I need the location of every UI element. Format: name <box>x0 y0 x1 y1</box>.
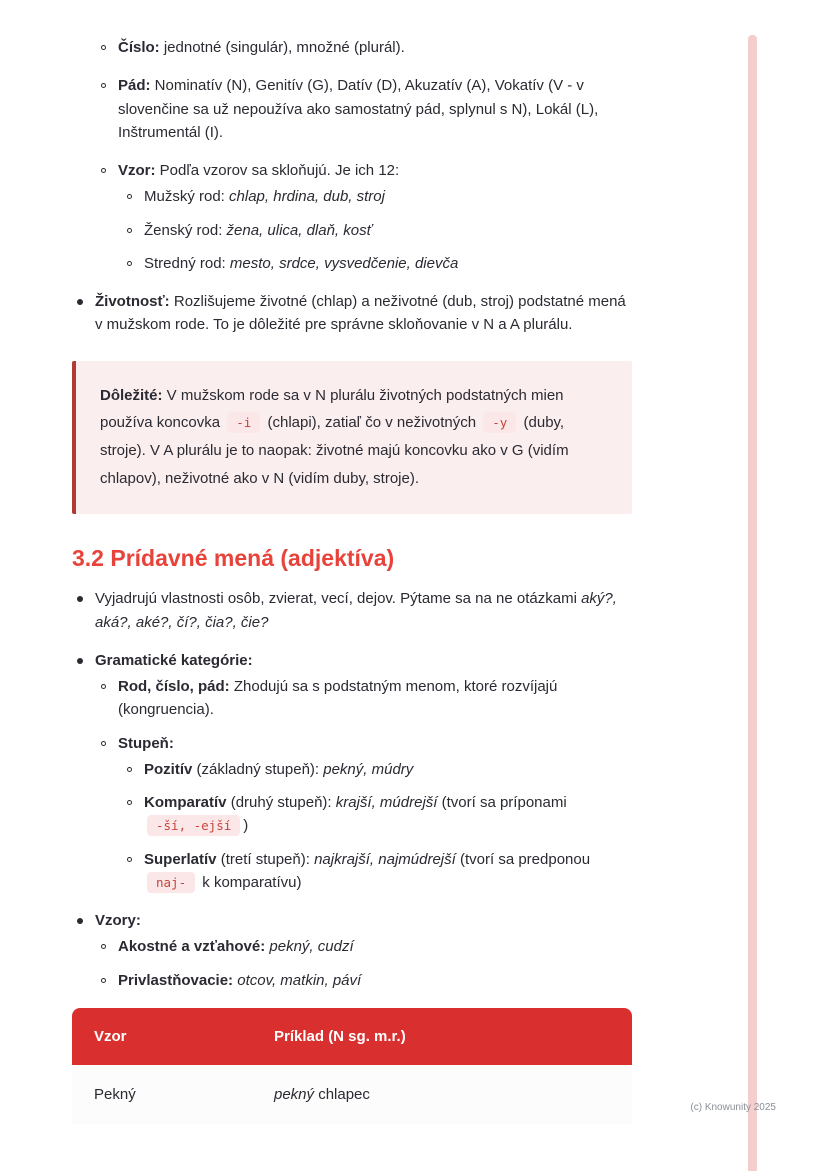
list-item-stredny-rod <box>72 252 632 275</box>
list-item-text: Ženský rod: žena, ulica, dlaň, kosť <box>144 221 372 239</box>
watermark: (c) Knowunity 2025 <box>690 1102 776 1113</box>
list-item-text: Rod, číslo, pád: Zhodujú sa s podstatným menom, ktoré rozvíjajú (kongruencia). <box>118 678 558 719</box>
list-item-text: Životnosť: Rozlišujeme životné (chlap) a neživotné (dub, stroj) podstatné mená v mužskom rode. To je dôležité pre správne skloňovanie v N a A plurálu. <box>95 293 626 334</box>
bullet-circle-icon <box>127 857 132 862</box>
list-item-text: Superlatív (tretí stupeň): najkrajší, najmúdrejší (tvorí sa predponou naj- k komparatívu) <box>144 850 591 891</box>
bullet-circle-icon <box>127 194 132 199</box>
bullet-circle-icon <box>101 741 106 746</box>
list-item-text: Akostné a vzťahové: pekný, cudzí <box>118 938 354 956</box>
table-header-priklad: Príklad (N sg. m.r.) <box>252 1008 632 1065</box>
vzor-table-body <box>72 1065 632 1124</box>
list-item-vzory <box>72 909 632 932</box>
bullet-circle-icon <box>101 944 106 949</box>
bullet-disc-icon <box>77 918 83 924</box>
list-item-text: Číslo: jednotné (singulár), množné (plurál). <box>118 39 405 56</box>
list-item-text: Vzor: Podľa vzorov sa skloňujú. Je ich 12: <box>118 162 400 179</box>
list-item-vyjadruju <box>72 587 632 634</box>
bullet-circle-icon <box>101 168 106 173</box>
table-row <box>72 1065 632 1124</box>
bullet-circle-icon <box>101 83 106 88</box>
content-column <box>72 36 632 1124</box>
list-item-superlativ <box>72 848 632 895</box>
list-item-zensky-rod <box>72 219 632 242</box>
callout-text: Dôležité: V mužskom rode sa v N plurálu životných podstatných mien používa koncovka -i (chlapi), zatiaľ čo v neživotných -y (duby, stroje). V A plurálu je to naopak: životné majú koncovku ako v G (vidím chlapov), neživotné ako v N (vidím duby, stroje). <box>100 386 569 487</box>
list-item-vzor <box>72 159 632 182</box>
table-header-row <box>72 1008 632 1065</box>
list-item-gramaticke-kategorie <box>72 649 632 672</box>
table-cell-priklad: pekný chlapec <box>252 1065 632 1124</box>
table-cell-vzor: Pekný <box>72 1065 252 1124</box>
list-item-text: Pád: Nominatív (N), Genitív (G), Datív (D), Akuzatív (A), Vokatív (V - v slovenčine sa už nepoužíva ako samostatný pád, splynul s N), Lokál (L), Inštrumentál (I). <box>118 77 599 141</box>
bullet-circle-icon <box>101 684 106 689</box>
vzor-table-header <box>72 1008 632 1065</box>
list-item-komparativ <box>72 791 632 838</box>
list-item-text: Pozitív (základný stupeň): pekný, múdry <box>144 760 414 778</box>
list-item-text: Stredný rod: mesto, srdce, vysvedčenie, dievča <box>144 254 459 272</box>
list-item-akostne-vztahove <box>72 935 632 958</box>
list-item-cislo <box>72 36 632 59</box>
list-item-text: Stupeň: <box>118 734 174 752</box>
list-item-text: Mužský rod: chlap, hrdina, dub, stroj <box>144 188 385 206</box>
vzor-table <box>72 1008 632 1125</box>
list-item-text: Vyjadrujú vlastnosti osôb, zvierat, vecí, dejov. Pýtame sa na ne otázkami aký?, aká?, aké?, čí?, čia?, čie? <box>95 590 617 631</box>
bullet-circle-icon <box>101 45 106 50</box>
list-item-text: Vzory: <box>95 912 141 930</box>
bullet-disc-icon <box>77 596 83 602</box>
bullet-disc-icon <box>77 658 83 664</box>
bullet-circle-icon <box>127 261 132 266</box>
list-item-text: Komparatív (druhý stupeň): krajší, múdrejší (tvorí sa príponami -ší, -ejší ) <box>144 794 567 835</box>
important-callout <box>72 361 632 514</box>
list-item-rod-cislo-pad <box>72 675 632 722</box>
section-heading: 3.2 Prídavné mená (adjektíva) <box>72 544 395 571</box>
bullet-disc-icon <box>77 299 83 305</box>
bullet-circle-icon <box>127 767 132 772</box>
list-item-privlastnovacie <box>72 969 632 992</box>
list-item-pozitiv <box>72 758 632 781</box>
bullet-circle-icon <box>127 800 132 805</box>
bullet-circle-icon <box>101 978 106 983</box>
page-edge-stripe <box>748 35 757 1171</box>
list-item-muzsky-rod <box>72 185 632 208</box>
list-item-text: Gramatické kategórie: <box>95 651 253 669</box>
table-header-vzor: Vzor <box>72 1008 252 1065</box>
list-item-stupen <box>72 732 632 755</box>
list-item-pad <box>72 74 632 144</box>
list-item-text: Privlastňovacie: otcov, matkin, páví <box>118 971 362 989</box>
list-item-zivotnost <box>72 290 632 337</box>
bullet-circle-icon <box>127 228 132 233</box>
